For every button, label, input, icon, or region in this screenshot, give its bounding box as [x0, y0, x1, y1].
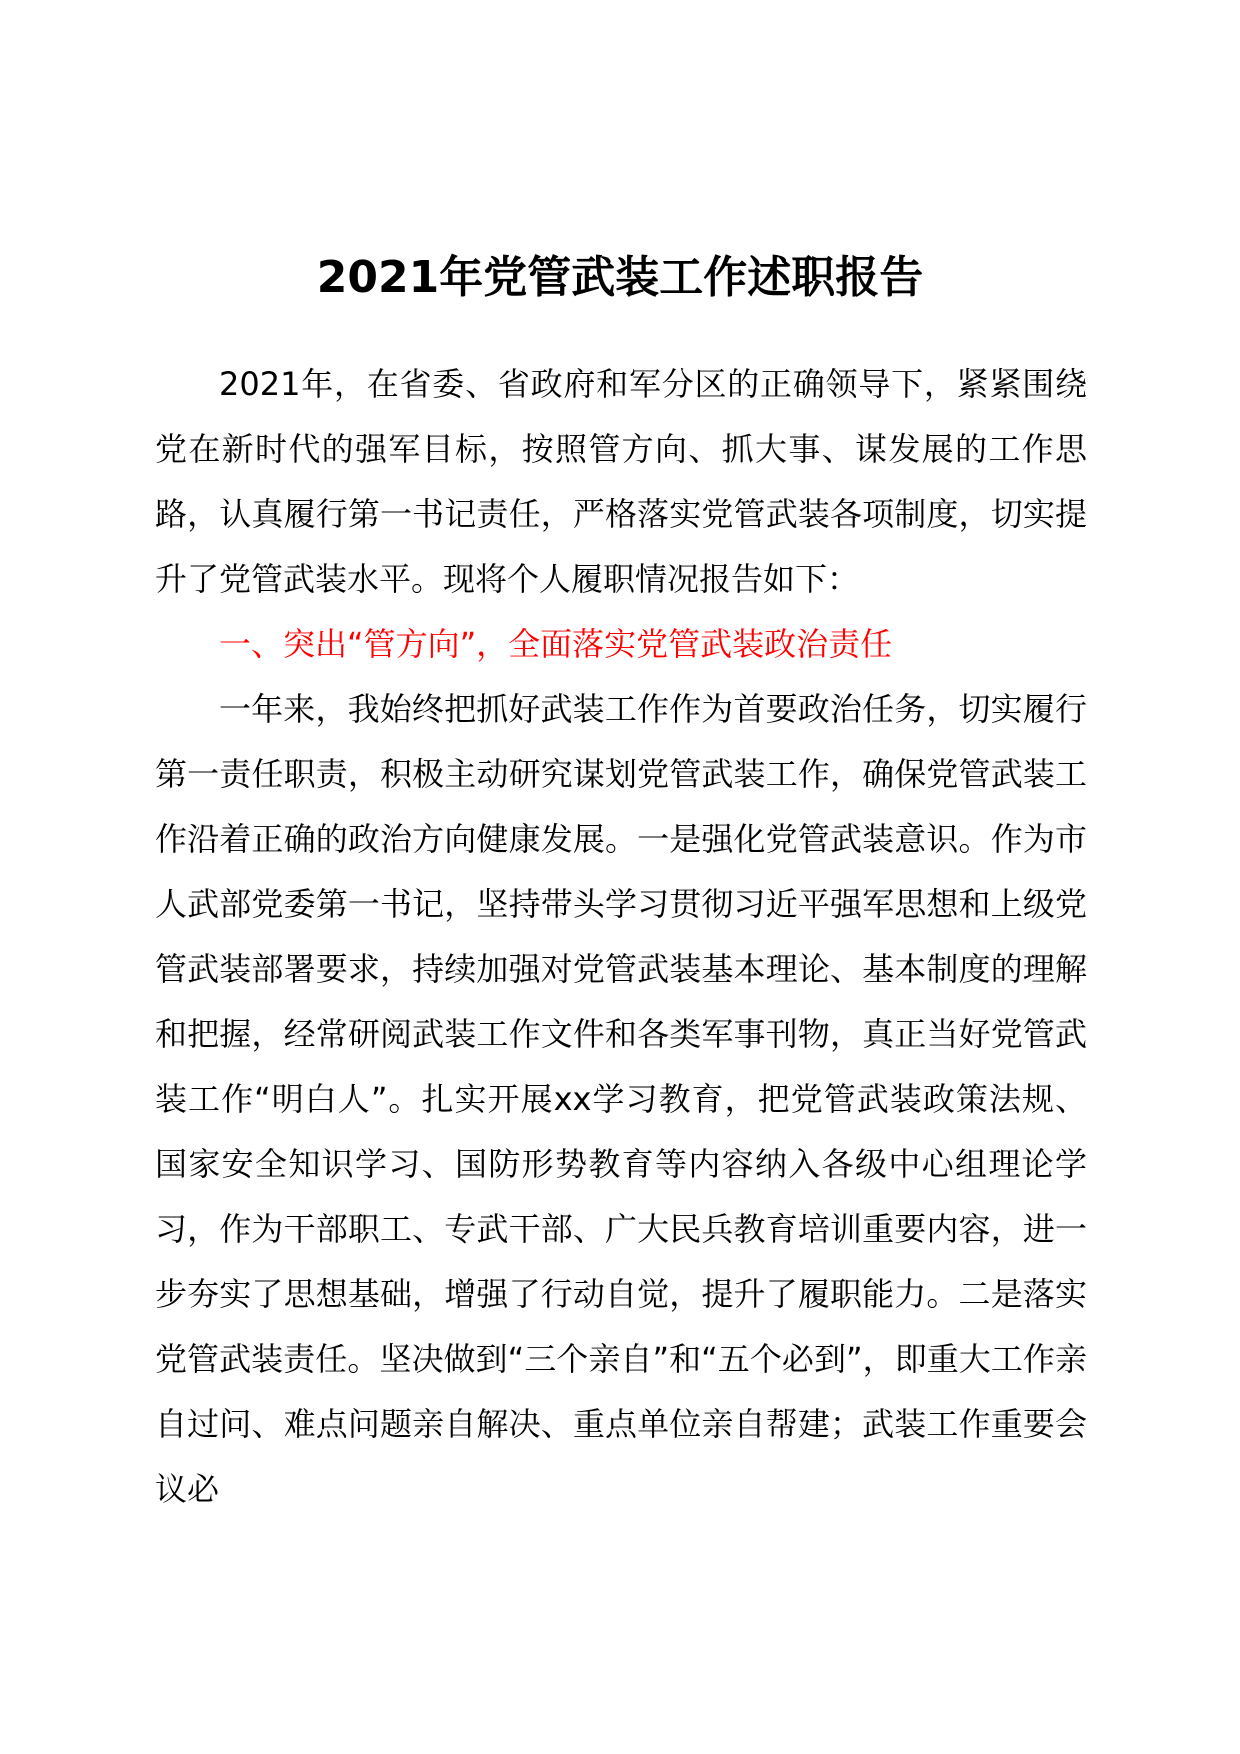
section-heading-1: 一、突出“管方向”，全面落实党管武装政治责任 [219, 625, 893, 663]
document-title: 2021年党管武装工作述职报告 [316, 252, 924, 303]
intro-paragraph: 2021年，在省委、省政府和军分区的正确领导下，紧紧围绕党在新时代的强军目标，按照管方向、抓大事、谋发展的工作思路，认真履行第一书记责任，严格落实党管武装各项制度，切实提升了党管武装水平。现将个人履职情况报告如下： [155, 365, 1087, 598]
section-1-paragraph: 一年来，我始终把抓好武装工作作为首要政治任务，切实履行第一责任职责，积极主动研究谋划党管武装工作，确保党管武装工作沿着正确的政治方向健康发展。一是强化党管武装意识。作为市人武部党委第一书记，坚持带头学习贯彻习近平强军思想和上级党管武装部署要求，持续加强对党管武装基本理论、基本制度的理解和把握，经常研阅武装工作文件和各类军事刊物，真正当好党管武装工作“明白人”。扎实开展xx学习教育，把党管武装政策法规、国家安全知识学习、国防形势教育等内容纳入各级中心组理论学习，作为干部职工、专武干部、广大民兵教育培训重要内容，进一步夯实了思想基础，增强了行动自觉，提升了履职能力。二是落实党管武装责任。坚决做到“三个亲自”和“五个必到”，即重大工作亲自过问、难点问题亲自解决、重点单位亲自帮建；武装工作重要会议必 [155, 690, 1087, 1508]
document-body [155, 352, 1087, 1522]
